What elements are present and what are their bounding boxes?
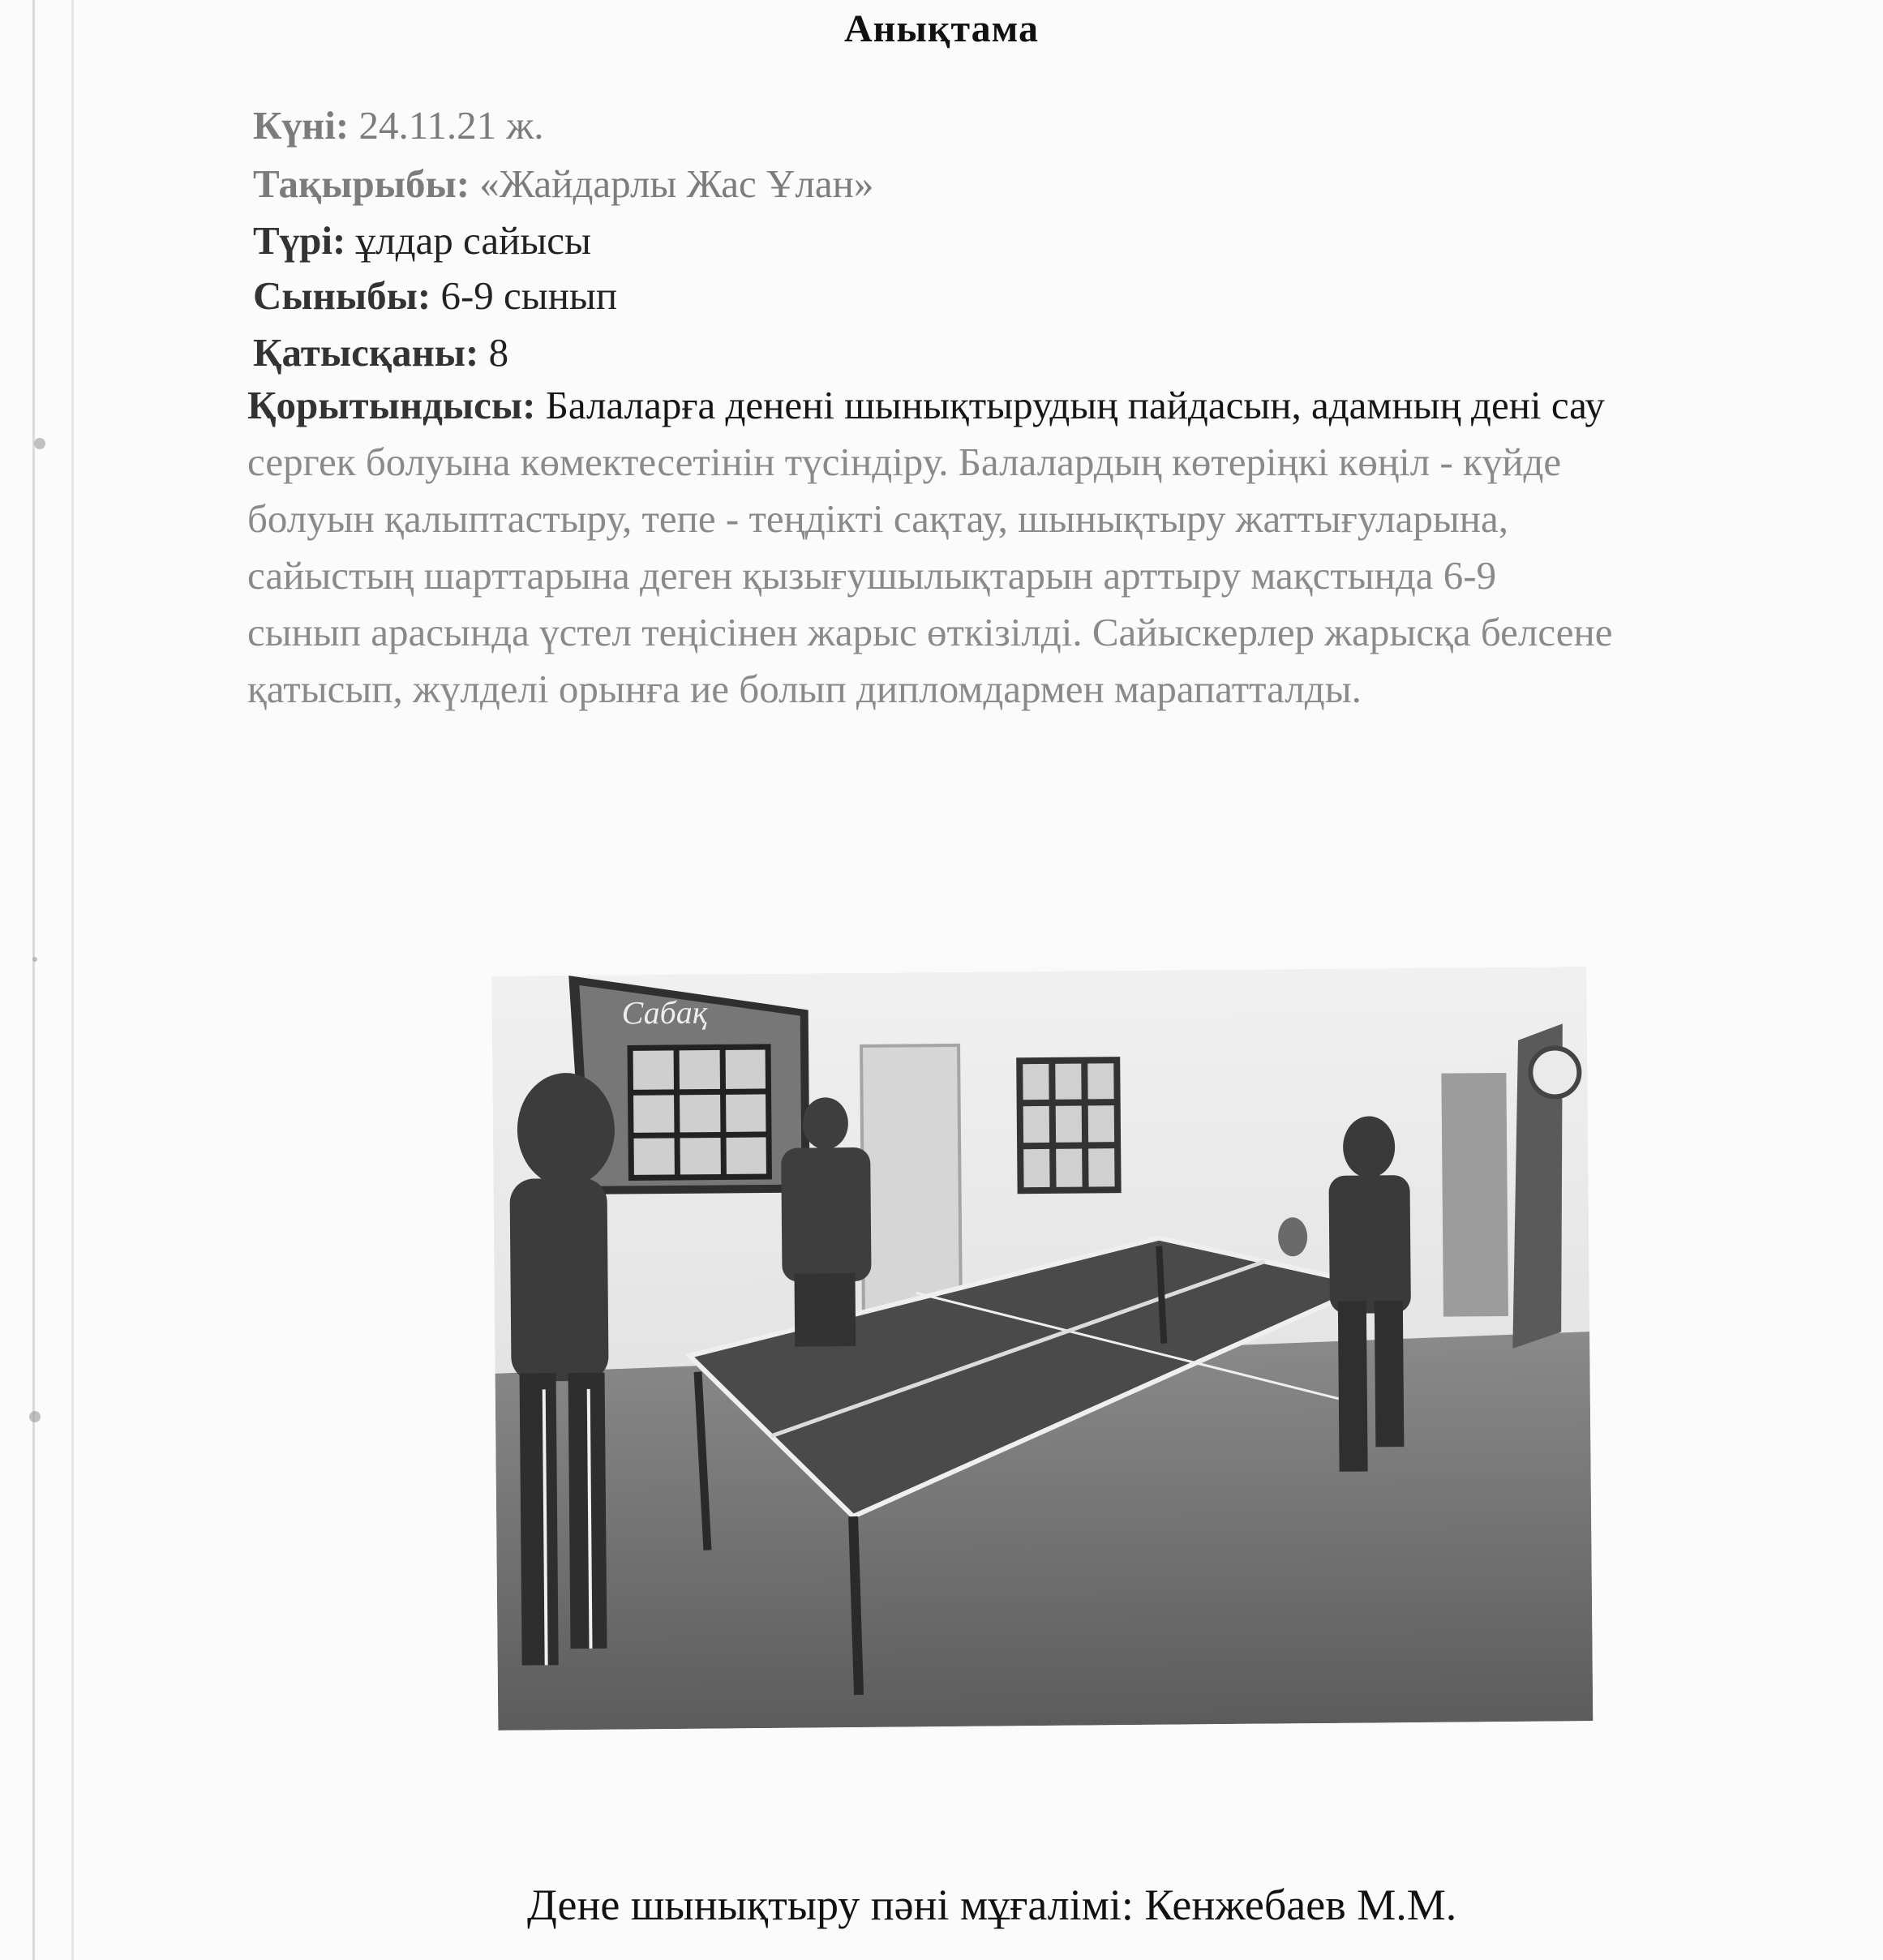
scan-speck bbox=[32, 957, 37, 962]
summary-line bbox=[247, 547, 1496, 604]
grade-label: Сыныбы: bbox=[253, 273, 431, 318]
summary-line bbox=[247, 491, 1508, 547]
binding-edge bbox=[71, 0, 74, 1960]
summary-text: сайыстың шарттарына деген қызығушылықтарын арттыру мақстында 6-9 bbox=[247, 553, 1497, 598]
date-value: 24.11.21 ж. bbox=[358, 103, 544, 148]
summary-text: сергек болуына көмектесетінін түсіндіру. Балалардың көтеріңкі көңіл - күйде bbox=[247, 440, 1562, 484]
table-tennis-photo bbox=[491, 910, 1593, 1731]
date-label: Күні: bbox=[253, 103, 350, 148]
summary-text: сынып арасында үстел теңісінен жарыс өткізілді. Сайыскерлер жарысқа белсене bbox=[247, 610, 1613, 654]
topic-field bbox=[253, 156, 873, 212]
participants-field bbox=[253, 324, 508, 381]
summary-text: қатысып, жүлделі орынға ие болып дипломдармен марапатталды. bbox=[247, 667, 1362, 711]
document-title: Анықтама bbox=[844, 7, 1039, 50]
summary-line bbox=[247, 377, 1605, 434]
summary-text: болуын қалыптастыру, тепе - теңдікті сақтау, шынықтыру жаттығуларына, bbox=[247, 496, 1509, 541]
topic-value: «Жайдарлы Жас Ұлан» bbox=[479, 161, 874, 206]
participants-label: Қатысқаны: bbox=[253, 330, 479, 375]
summary-text: Балаларға денені шынықтырудың пайдасын, адамның дені сау bbox=[545, 383, 1605, 427]
summary-line bbox=[247, 604, 1612, 661]
summary-line bbox=[247, 434, 1561, 491]
wall-window bbox=[1019, 1060, 1117, 1190]
date-field bbox=[253, 97, 544, 154]
grade-value: 6-9 сынып bbox=[440, 273, 618, 318]
summary-line bbox=[247, 661, 1362, 718]
type-field bbox=[253, 212, 591, 269]
participants-value: 8 bbox=[488, 330, 509, 375]
summary-label: Қорытындысы: bbox=[247, 383, 536, 427]
doorway bbox=[861, 1045, 961, 1314]
wall-emblem bbox=[1530, 1048, 1580, 1097]
right-doorway bbox=[1441, 1073, 1508, 1317]
scan-speck bbox=[29, 1411, 41, 1422]
type-value: ұлдар сайысы bbox=[355, 218, 591, 263]
binding-edge bbox=[32, 0, 35, 1960]
scan-speck bbox=[34, 438, 45, 449]
type-label: Түрі: bbox=[253, 218, 346, 263]
grade-field bbox=[253, 268, 617, 324]
topic-label: Тақырыбы: bbox=[253, 161, 470, 206]
banner-text: Сабақ bbox=[621, 993, 708, 1031]
teacher-signature-line: Дене шынықтыру пәні мұғалімі: Кенжебаев М.М. bbox=[527, 1881, 1457, 1929]
